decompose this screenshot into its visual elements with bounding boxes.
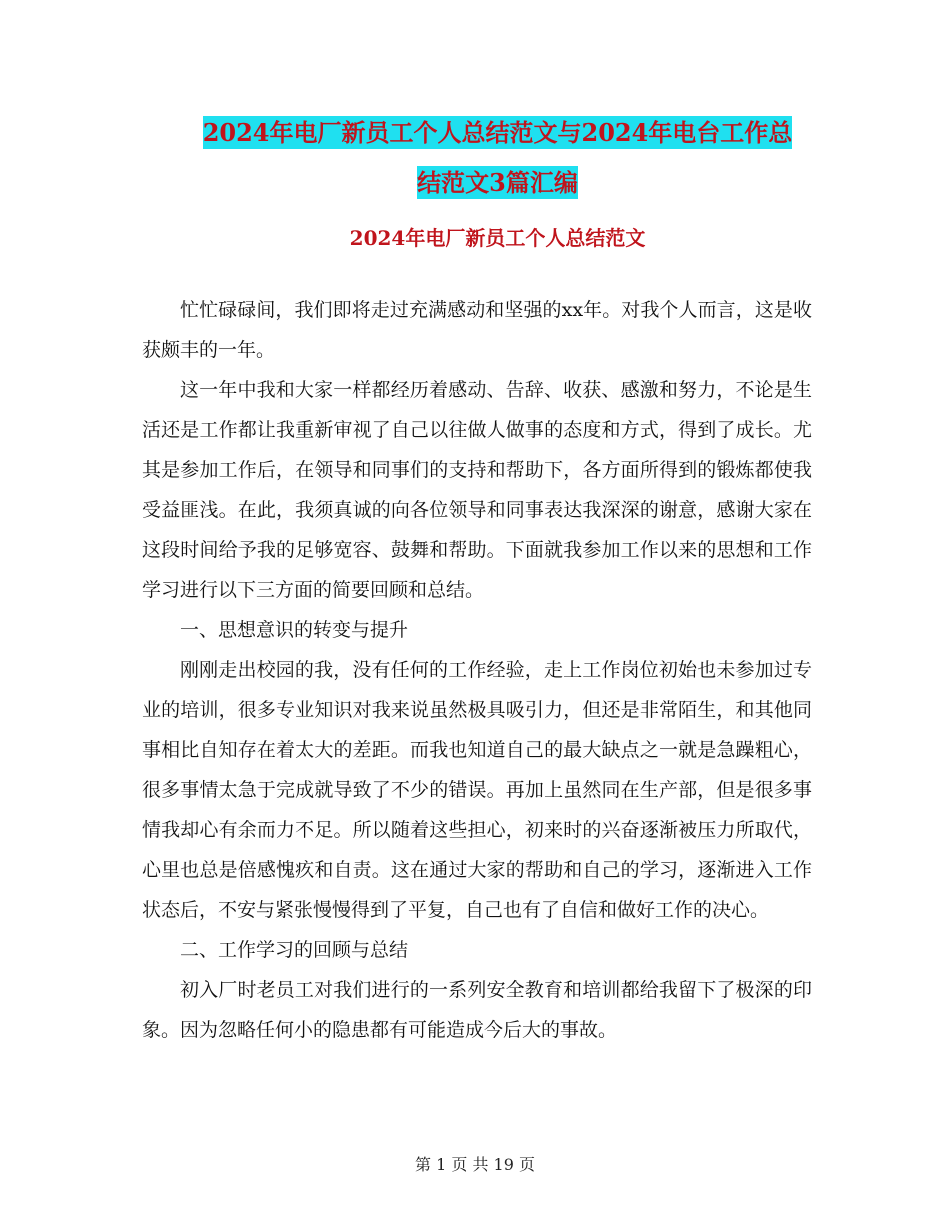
page-number-footer: 第 1 页 共 19 页 — [415, 1155, 535, 1174]
document-title-line-1: 2024年电厂新员工个人总结范文与2024年电台工作总 — [202, 118, 793, 147]
document-title-line-2: 结范文3篇汇编 — [417, 168, 578, 197]
paragraph-intro: 忙忙碌碌间，我们即将走过充满感动和坚强的xx年。对我个人而言，这是收获颇丰的一年。 — [142, 299, 812, 361]
paragraph-work-review: 初入厂时老员工对我们进行的一系列安全教育和培训都给我留下了极深的印象。因为忽略任何小的隐患都有可能造成今后大的事故。 — [142, 979, 812, 1041]
section-title: 2024年电厂新员工个人总结范文 — [349, 226, 646, 250]
heading-thought-change: 一、思想意识的转变与提升 — [180, 619, 409, 641]
document-body — [142, 290, 812, 1050]
heading-work-review: 二、工作学习的回顾与总结 — [180, 939, 409, 961]
paragraph-thought-change: 刚刚走出校园的我，没有任何的工作经验，走上工作岗位初始也未参加过专业的培训，很多专业知识对我来说虽然极具吸引力，但还是非常陌生，和其他同事相比自知存在着太大的差距。而我也知道自己的最大缺点之一就是急躁粗心，很多事情太急于完成就导致了不少的错误。再加上虽然同在生产部，但是很多事情我却心有余而力不足。所以随着这些担心，初来时的兴奋逐渐被压力所取代，心里也总是倍感愧疚和自责。这在通过大家的帮助和自己的学习，逐渐进入工作状态后，不安与紧张慢慢得到了平复，自己也有了自信和做好工作的决心。 — [142, 659, 812, 921]
paragraph-year-review: 这一年中我和大家一样都经历着感动、告辞、收获、感激和努力，不论是生活还是工作都让我重新审视了自己以往做人做事的态度和方式，得到了成长。尤其是参加工作后，在领导和同事们的支持和帮助下，各方面所得到的锻炼都使我受益匪浅。在此，我须真诚的向各位领导和同事表达我深深的谢意，感谢大家在这段时间给予我的足够宽容、鼓舞和帮助。下面就我参加工作以来的思想和工作学习进行以下三方面的简要回顾和总结。 — [142, 379, 812, 601]
document-title — [140, 108, 855, 208]
